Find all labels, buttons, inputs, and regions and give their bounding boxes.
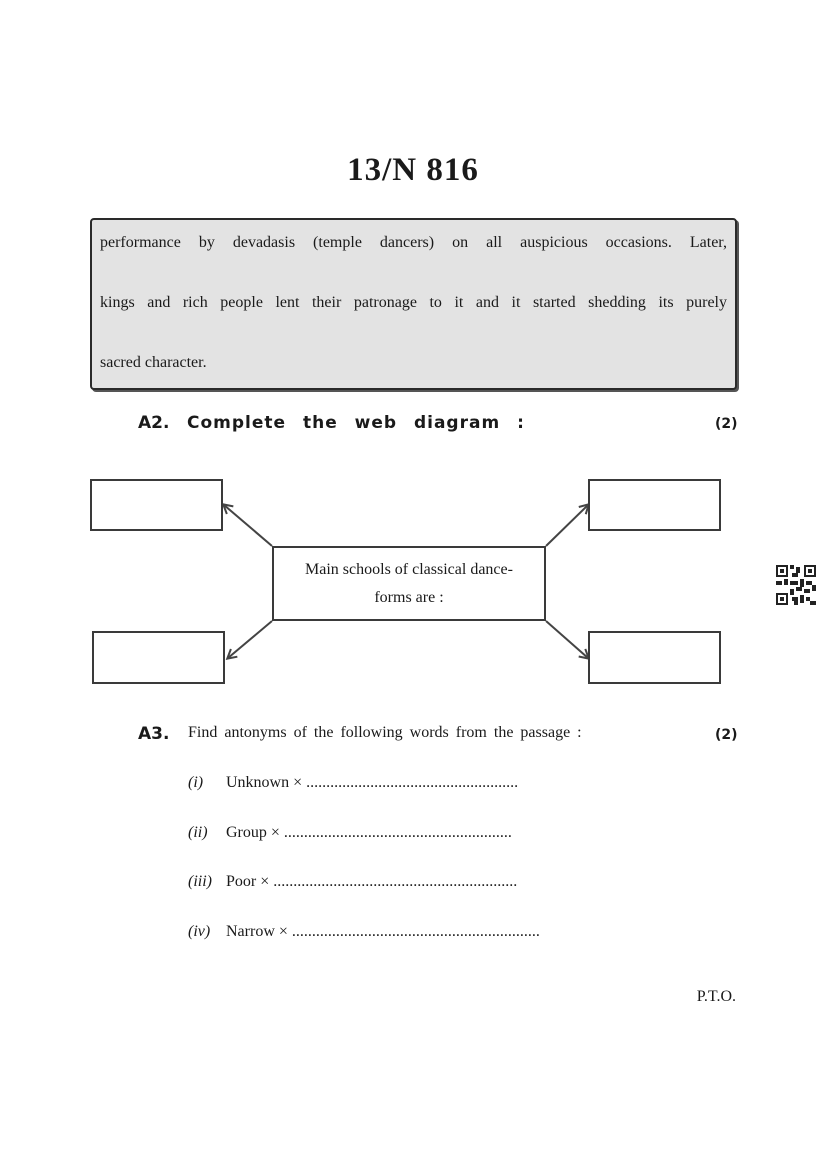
item-number: (iv) xyxy=(188,923,211,940)
question-a2-marks: (2) xyxy=(715,416,738,432)
arrow-top-right xyxy=(546,505,588,546)
item-number: (i) xyxy=(188,774,204,791)
page-code: 13/N 816 xyxy=(347,152,479,188)
item-word: Poor × xyxy=(226,873,270,890)
item-number: (ii) xyxy=(188,824,208,841)
answer-box-bottom-right[interactable] xyxy=(588,631,721,684)
question-a3-label: A3. xyxy=(138,724,170,744)
antonym-item-2 xyxy=(188,824,512,842)
question-a2-label: A2. xyxy=(138,413,170,433)
answer-box-top-left[interactable] xyxy=(90,479,223,531)
passage-line-3: sacred character. xyxy=(100,354,207,371)
answer-blank[interactable]: ..................................................... xyxy=(306,774,519,791)
answer-box-bottom-left[interactable] xyxy=(92,631,225,684)
item-word: Unknown × xyxy=(226,774,303,791)
answer-blank[interactable]: .............................................................. xyxy=(291,923,540,940)
pto-label: P.T.O. xyxy=(696,988,736,1005)
item-word: Group × xyxy=(226,824,280,841)
answer-box-top-right[interactable] xyxy=(588,479,721,531)
arrow-bottom-left xyxy=(228,621,272,658)
antonym-item-4 xyxy=(188,923,540,941)
qr-code-icon xyxy=(776,565,816,605)
answer-blank[interactable]: ......................................................... xyxy=(283,824,512,841)
antonym-item-1 xyxy=(188,774,518,792)
question-a3-marks: (2) xyxy=(715,727,738,743)
center-text-line-2: forms are : xyxy=(374,589,444,606)
diagram-center-box xyxy=(272,546,546,621)
question-a3-heading: Find antonyms of the following words from the passage : xyxy=(188,724,582,741)
arrow-top-left xyxy=(224,505,272,546)
item-word: Narrow × xyxy=(226,923,288,940)
answer-blank[interactable]: ............................................................. xyxy=(273,873,518,890)
center-text-line-1: Main schools of classical dance- xyxy=(305,561,513,578)
item-number: (iii) xyxy=(188,873,212,890)
antonym-item-3 xyxy=(188,873,517,891)
passage-line-1: performance by devadasis (temple dancers) on all auspicious occasions. Later, xyxy=(100,234,727,251)
passage-line-2: kings and rich people lent their patronage to it and it started shedding its purely xyxy=(100,294,727,311)
arrow-bottom-right xyxy=(546,621,588,658)
question-a2-heading: Complete the web diagram : xyxy=(187,413,525,433)
